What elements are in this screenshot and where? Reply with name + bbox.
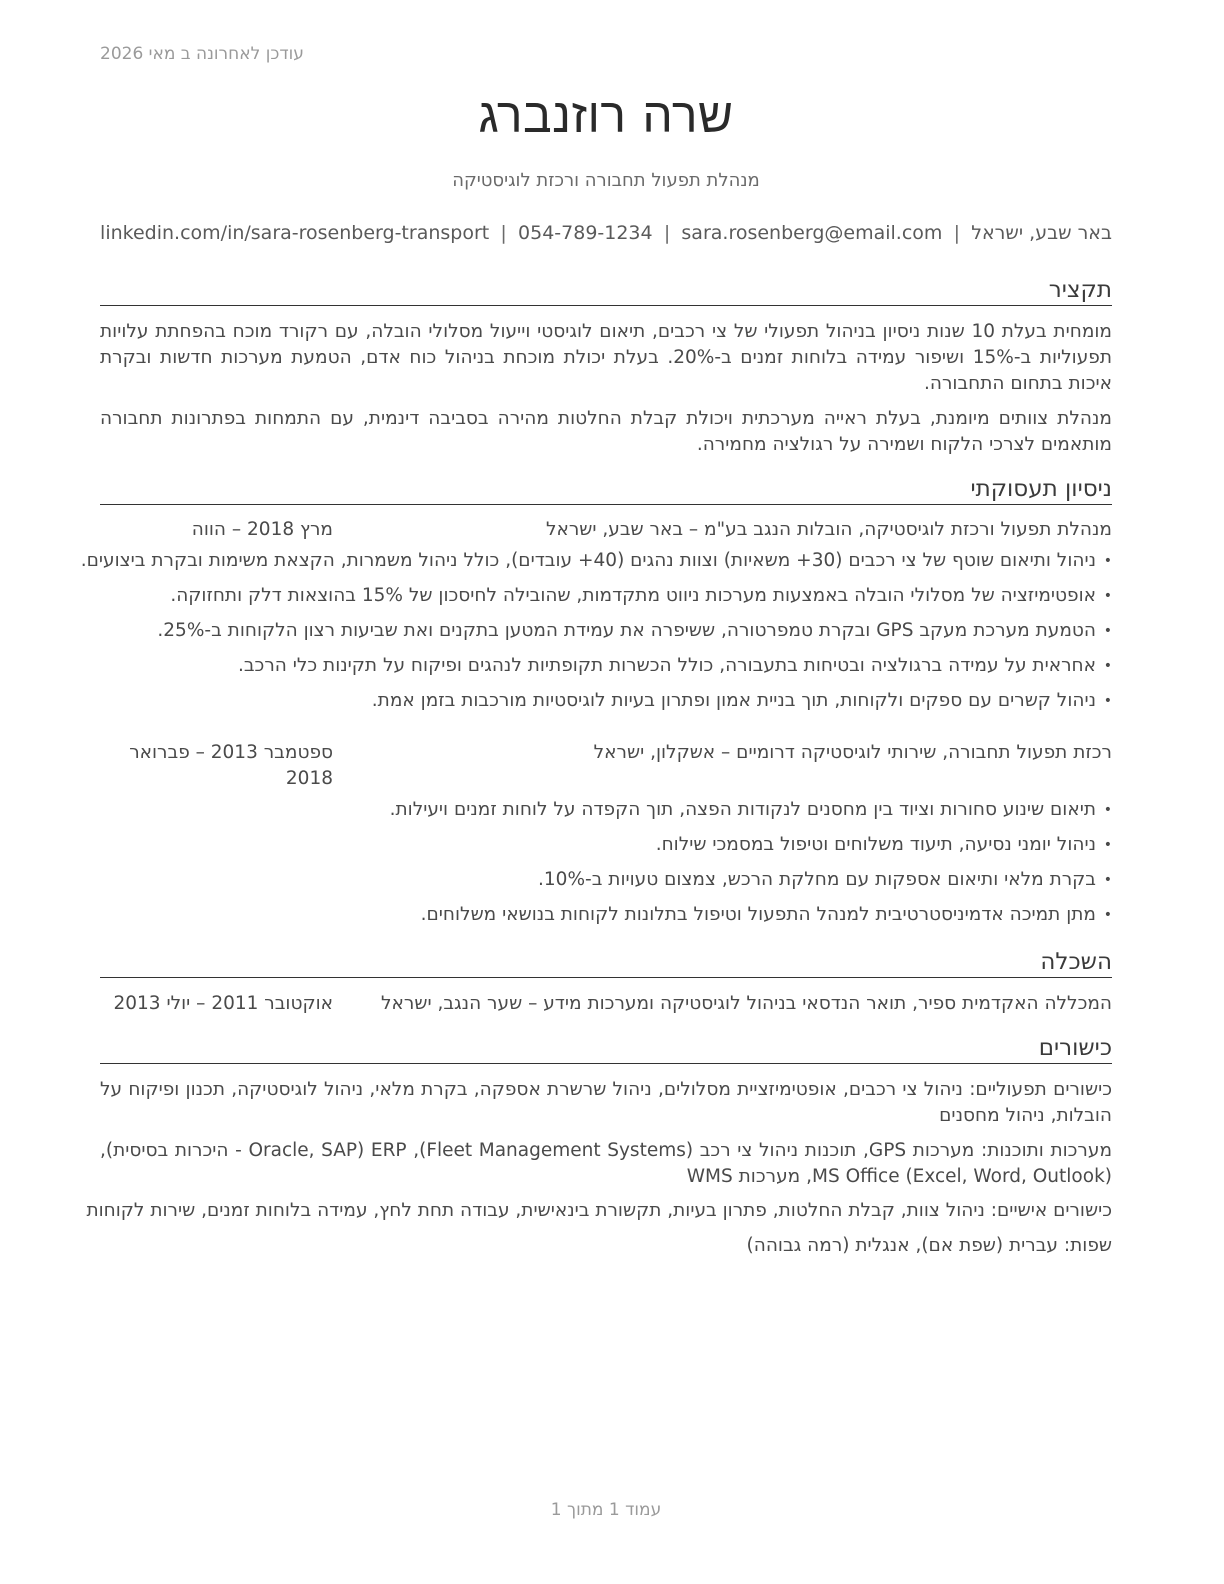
- list-item: [100, 583, 1112, 618]
- page-footer: עמוד 1 מתוך 1: [550, 1500, 662, 1520]
- bullet-icon: •: [1103, 907, 1112, 923]
- list-item: [100, 797, 1112, 832]
- education-dates: אוקטובר 2011 – יולי 2013: [113, 993, 333, 1014]
- bullet-icon: •: [1103, 658, 1112, 674]
- contact-separator: |: [663, 222, 671, 244]
- list-item: [100, 688, 1112, 723]
- skills-line: כישורים תפעוליים: ניהול צי רכבים, אופטימיזציית מסלולים, ניהול שרשרת אספקה, בקרת מלאי, ניהול לוגיסטיקה, תכנון ופיקוח על הובלות, ניהול מחסנים: [100, 1079, 1112, 1126]
- bullet-text: ניהול ותיאום שוטף של צי רכבים (30+ משאיות) וצוות נהגים (40+ עובדים), כולל ניהול משמרות, הקצאת משימות ובקרת ביצועים.: [80, 550, 1096, 571]
- bullet-icon: •: [1103, 802, 1112, 818]
- bullet-text: תיאום שינוע סחורות וציוד בין מחסנים לנקודות הפצה, תוך הקפדה על לוחות זמנים ויעילות.: [389, 799, 1096, 820]
- section-education-heading: השכלה: [100, 948, 1112, 978]
- bullet-text: הטמעת מערכת מעקב GPS ובקרת טמפרטורה, ששיפרה את עמידת המטען בתקנים ואת שביעות רצון הלקוחות ב-25%.: [157, 620, 1096, 641]
- candidate-name: שרה רוזנברג: [478, 88, 734, 144]
- bullet-icon: •: [1103, 837, 1112, 853]
- job-bullets: [100, 797, 1112, 937]
- bullet-icon: •: [1103, 553, 1112, 569]
- bullet-text: אחראית על עמידה ברגולציה ובטיחות בתעבורה, כולל הכשרות תקופתיות לנהגים ופיקוח על תקינות כלי הרכב.: [237, 655, 1096, 676]
- contact-separator: |: [500, 222, 507, 244]
- list-item: [80, 548, 1112, 583]
- bullet-text: ניהול יומני נסיעה, תיעוד משלוחים וטיפול במסמכי שילוח.: [655, 834, 1096, 855]
- job-position: מנהלת תפעול ורכזת לוגיסטיקה, הובלות הנגב בע"מ – באר שבע, ישראל: [545, 519, 1112, 540]
- contact-line: [100, 222, 1112, 244]
- bullet-icon: •: [1103, 872, 1112, 888]
- section-experience-heading: ניסיון תעסוקתי: [100, 475, 1112, 505]
- job-dates: מרץ 2018 – הווה: [191, 519, 333, 540]
- job-bullets: [80, 548, 1112, 723]
- bullet-icon: •: [1103, 588, 1112, 604]
- bullet-text: מתן תמיכה אדמיניסטרטיבית למנהל התפעול וטיפול בתלונות לקוחות בנושאי משלוחים.: [420, 904, 1096, 925]
- bullet-icon: •: [1103, 623, 1112, 639]
- list-item: [100, 902, 1112, 937]
- contact-separator: |: [953, 222, 960, 244]
- candidate-title: מנהלת תפעול תחבורה ורכזת לוגיסטיקה: [452, 170, 760, 191]
- summary-paragraph: מנהלת צוותים מיומנת, בעלת ראייה מערכתית ויכולת קבלת החלטות מהירה בסביבה דינמית, עם התמחות בפתרונות תחבורה מותאמים לצרכי הלקוח ושמירה על רגולציה מחמירה.: [100, 408, 1112, 455]
- skills-line: כישורים אישיים: ניהול צוות, קבלת החלטות, פתרון בעיות, תקשורת בינאישית, עבודה תחת לחץ, עמידה בלוחות זמנים, שירות לקוחות: [86, 1200, 1112, 1221]
- bullet-text: ניהול קשרים עם ספקים ולקוחות, תוך בניית אמון ופתרון בעיות לוגיסטיות מורכבות בזמן אמת.: [371, 690, 1096, 711]
- section-summary-heading: תקציר: [100, 276, 1112, 306]
- last-updated: עודכן לאחרונה ב מאי 2026: [100, 44, 304, 64]
- contact-linkedin[interactable]: linkedin.com/in/sara-rosenberg-transport: [100, 222, 490, 244]
- summary-paragraph: מומחית בעלת 10 שנות ניסיון בניהול תפעולי של צי רכבים, תיאום לוגיסטי וייעול מסלולי הובלה, עם רקורד מוכח בהפחתת עלויות תפעוליות ב-15% ושיפור עמידה בלוחות זמנים ב-20%. בעלת יכולת מוכחת בניהול כוח אדם, הטמעת מערכות חדשות ובקרת איכות בתחום התחבורה.: [100, 321, 1113, 394]
- skills-line: שפות: עברית (שפת אם), אנגלית (רמה גבוהה): [746, 1235, 1112, 1256]
- contact-location: באר שבע, ישראל: [971, 222, 1112, 244]
- list-item: [100, 832, 1112, 867]
- job-position: רכזת תפעול תחבורה, שירותי לוגיסטיקה דרומיים – אשקלון, ישראל: [593, 742, 1112, 763]
- resume-page: [80, 0, 1113, 1584]
- list-item: [100, 867, 1112, 902]
- list-item: [100, 618, 1112, 653]
- job-dates: ספטמבר 2013 – פברואר 2018: [129, 742, 333, 789]
- bullet-icon: •: [1103, 693, 1112, 709]
- bullet-text: אופטימיזציה של מסלולי הובלה באמצעות מערכות ניווט מתקדמות, שהובילה לחיסכון של 15% בהוצאות דלק ותחזוקה.: [170, 585, 1096, 606]
- education-degree: המכללה האקדמית ספיר, תואר הנדסאי בניהול לוגיסטיקה ומערכות מידע – שער הנגב, ישראל: [381, 993, 1112, 1014]
- bullet-text: בקרת מלאי ותיאום אספקות עם מחלקת הרכש, צמצום טעויות ב-10%.: [538, 869, 1096, 890]
- contact-phone[interactable]: 054-789-1234: [518, 222, 653, 244]
- section-skills-heading: כישורים: [100, 1034, 1112, 1064]
- contact-email[interactable]: sara.rosenberg@email.com: [681, 222, 943, 244]
- skills-line: מערכות ותוכנות: מערכות GPS, תוכנות ניהול צי רכב (Fleet Management Systems), ERP (Oracle, SAP - היכרות בסיסית), MS Office (Excel, Word, Outlook), מערכות WMS: [100, 1140, 1113, 1187]
- list-item: [100, 653, 1112, 688]
